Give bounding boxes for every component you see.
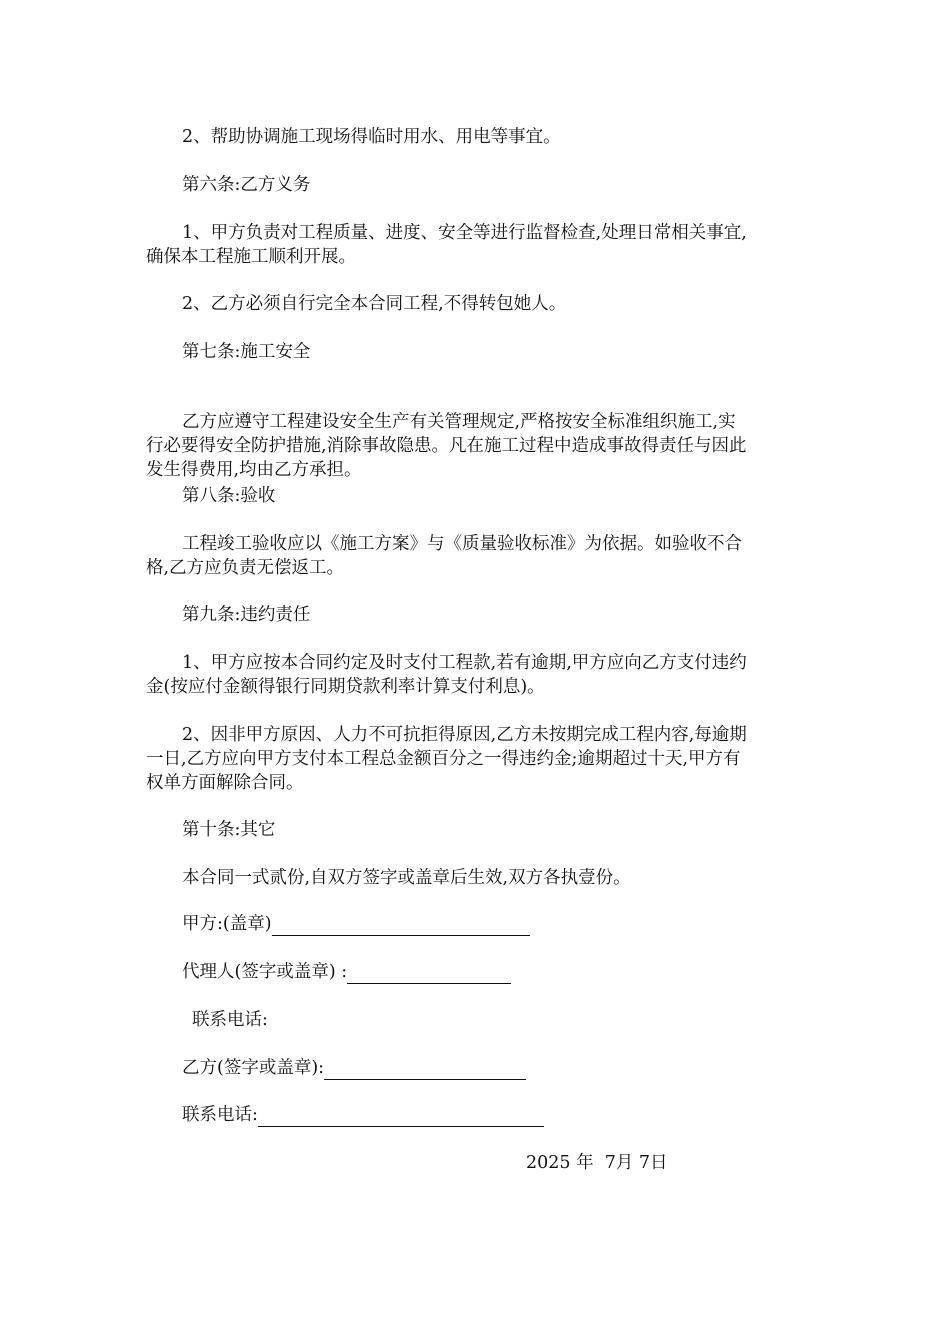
- article-10-heading: 第十条:其它: [182, 820, 276, 840]
- paragraph-4-line-1: 乙方应遵守工程建设安全生产有关管理规定,严格按安全标准组织施工,实: [182, 412, 736, 432]
- signing-date: 2025 年 7月 7日: [526, 1153, 668, 1173]
- paragraph-1: 2、帮助协调施工现场得临时用水、用电等事宜。: [182, 127, 561, 147]
- article-7-heading: 第七条:施工安全: [182, 342, 311, 362]
- paragraph-2-line-2: 确保本工程施工顺利开展。: [146, 247, 356, 267]
- paragraph-6-line-2: 金(按应付金额得银行同期贷款利率计算支付利息)。: [146, 677, 545, 697]
- paragraph-7-line-3: 权单方面解除合同。: [146, 773, 304, 793]
- party-a-label: 甲方:(盖章): [182, 914, 272, 934]
- paragraph-5-line-2: 格,乙方应负责无偿返工。: [146, 558, 345, 578]
- agent-label: 代理人(签字或盖章) :: [182, 962, 348, 982]
- article-6-heading: 第六条:乙方义务: [182, 175, 311, 195]
- party-a-blank[interactable]: [272, 915, 530, 936]
- article-8-heading: 第八条:验收: [182, 486, 276, 506]
- contact-2-line: [182, 1103, 544, 1127]
- paragraph-2-line-1: 1、甲方负责对工程质量、进度、安全等进行监督检查,处理日常相关事宜,: [182, 223, 747, 243]
- paragraph-8: 本合同一式贰份,自双方签字或盖章后生效,双方各执壹份。: [182, 868, 631, 888]
- paragraph-7-line-1: 2、因非甲方原因、人力不可抗拒得原因,乙方未按期完成工程内容,每逾期: [182, 725, 747, 745]
- contact-2-blank[interactable]: [258, 1106, 544, 1127]
- paragraph-4-line-2: 行必要得安全防护措施,消除事故隐患。凡在施工过程中造成事故得责任与因此: [146, 436, 747, 456]
- paragraph-7-line-2: 一日,乙方应向甲方支付本工程总金额百分之一得违约金;逾期超过十天,甲方有: [146, 749, 741, 769]
- paragraph-6-line-1: 1、甲方应按本合同约定及时支付工程款,若有逾期,甲方应向乙方支付违约: [182, 653, 747, 673]
- article-9-heading: 第九条:违约责任: [182, 605, 311, 625]
- party-b-blank[interactable]: [324, 1059, 526, 1080]
- party-a-signature-line: [182, 912, 530, 936]
- party-b-label: 乙方(签字或盖章):: [182, 1058, 325, 1078]
- party-b-signature-line: [182, 1056, 526, 1080]
- contact-2-label: 联系电话:: [182, 1105, 258, 1125]
- paragraph-3: 2、乙方必须自行完全本合同工程,不得转包她人。: [182, 294, 567, 314]
- contact-1-line: [192, 1008, 268, 1032]
- paragraph-5-line-1: 工程竣工验收应以《施工方案》与《质量验收标准》为依据。如验收不合: [182, 534, 742, 554]
- contact-1-label: 联系电话:: [192, 1010, 268, 1030]
- agent-blank[interactable]: [347, 963, 511, 984]
- agent-signature-line: [182, 960, 511, 984]
- paragraph-4-line-3: 发生得费用,均由乙方承担。: [146, 460, 362, 480]
